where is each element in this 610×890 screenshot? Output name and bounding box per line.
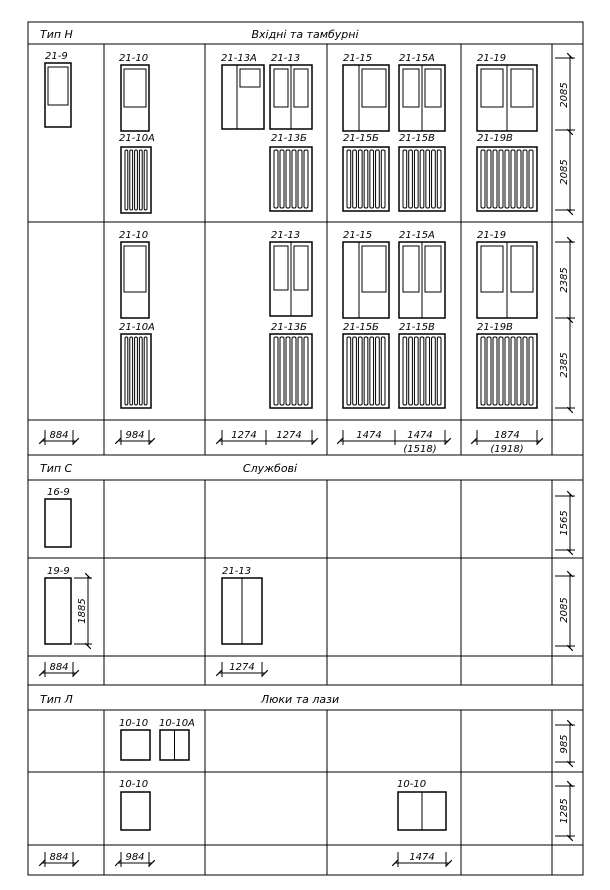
door-21-10a [121,334,151,408]
door-slat [403,337,407,405]
door-frame [477,334,537,408]
door-slat [125,150,128,210]
width-label: 884 [49,852,69,863]
section-title-n: Вхідні та тамбурні [251,28,359,41]
width-label: 1274 [229,662,255,673]
door-slat [414,150,418,208]
door-slat [364,150,368,208]
door-21-19v [477,147,537,211]
height-label: 2085 [559,159,570,185]
door-slat [420,150,424,208]
mark-label: 10-10 [397,779,427,790]
door-21-15b [343,334,389,408]
door-slat [347,337,351,405]
door-16-9 [45,499,71,547]
door-slat [280,337,284,405]
door-slat [370,337,374,405]
door-21-13-service [222,578,262,644]
mark-label: 10-10 [119,779,149,790]
door-slat [517,150,521,208]
width-label: 984 [125,852,145,863]
door-slat [493,337,497,405]
door-21-9 [45,63,71,127]
door-slat [426,150,430,208]
door-slat [130,337,133,405]
door-slat [432,150,436,208]
door-slat [376,150,380,208]
hatch-10-10a [160,730,189,760]
door-slat [358,150,362,208]
door-slat [529,150,533,208]
mark-label: 21-15Б [343,133,379,144]
width-label: 984 [125,430,145,441]
door-21-15b [343,147,389,211]
mark-label: 21-15Б [343,322,379,333]
mark-label: 10-10 [119,718,149,729]
height-label: 2085 [559,82,570,108]
door-slat [304,150,308,208]
door-slat [523,150,527,208]
hatch-10-10 [121,730,150,760]
door-slat [292,337,296,405]
door-21-19v [477,334,537,408]
door-21-15v [399,147,445,211]
door-slat [370,150,374,208]
door-slat [414,337,418,405]
width-label: 1874 [494,430,520,441]
door-21-15v [399,334,445,408]
door-21-13 [270,65,312,129]
door-slat [139,150,142,210]
mark-label: 16-9 [47,487,70,498]
type-label-n: Тип Н [40,28,73,41]
door-slat [286,337,290,405]
section-header-s [40,462,297,475]
door-slat [437,150,441,208]
width-dimensions [42,430,540,867]
door-frame [399,334,445,408]
door-slat [280,150,284,208]
door-slat [364,337,368,405]
mark-label: 21-19В [477,322,513,333]
mark-label: 21-10А [119,322,155,333]
door-slat [144,337,147,405]
width-label-alt: (1518) [403,444,437,455]
door-21-15a [399,65,445,131]
door-21-19 [477,65,537,131]
hatch-10-10 [121,792,150,830]
door-slat [376,337,380,405]
door-slat [358,337,362,405]
mark-label: 21-13 [271,230,301,241]
height-label: 1565 [559,510,570,536]
mark-label: 21-19 [477,53,507,64]
door-slat [130,150,133,210]
door-slat [353,337,357,405]
door-slat [409,337,413,405]
door-slat [135,337,138,405]
door-slat [274,337,278,405]
mark-label: 21-13А [221,53,257,64]
door-slat [409,150,413,208]
height-label: 2385 [559,267,570,293]
door-slat [286,150,290,208]
width-label: 1474 [409,852,435,863]
mark-label: 21-15 [343,230,373,241]
door-slat [529,337,533,405]
hatch-10-10-double [398,792,446,830]
mark-label: 21-15А [399,53,435,64]
mark-label: 21-15В [399,322,435,333]
door-slat [511,337,515,405]
door-slat [426,337,430,405]
mark-label: 21-15А [399,230,435,241]
door-slat [125,337,128,405]
door-21-15a [399,242,445,318]
door-slat [511,150,515,208]
mark-label: 21-13Б [271,133,307,144]
door-frame [270,334,312,408]
door-slat [274,150,278,208]
door-frame [477,147,537,211]
door-drawings [45,63,537,830]
door-slat [135,150,138,210]
door-slat [403,150,407,208]
door-slat [381,150,385,208]
section-title-l: Люки та лази [260,693,340,706]
door-21-10 [121,65,149,131]
door-slat [432,337,436,405]
door-slat [487,150,491,208]
door-slat [298,337,302,405]
width-label: 1474 [356,430,382,441]
door-frame [399,147,445,211]
height-label: 1285 [559,798,570,824]
mark-label: 21-13 [271,53,301,64]
door-slat [481,337,485,405]
mark-label: 21-9 [45,51,68,62]
door-slat [420,337,424,405]
height-label: 1885 [77,598,88,624]
mark-label: 19-9 [47,566,70,577]
door-21-13 [270,242,312,316]
door-slat [304,337,308,405]
mark-label: 21-10 [119,53,149,64]
door-slat [517,337,521,405]
width-label: 1274 [231,430,257,441]
section-title-s: Службові [242,462,298,475]
height-label: 2385 [559,352,570,378]
door-slat [499,337,503,405]
door-frame [343,334,389,408]
door-21-10a [121,147,151,213]
type-label-l: Тип Л [40,693,73,706]
door-frame [270,147,312,211]
door-frame [343,147,389,211]
door-slat [139,337,142,405]
type-label-s: Тип С [40,462,73,475]
door-21-10 [121,242,149,318]
mark-label: 21-15В [399,133,435,144]
width-label: 884 [49,662,69,673]
mark-label: 21-10 [119,230,149,241]
door-slat [298,150,302,208]
door-19-9 [45,578,71,644]
door-slat [437,337,441,405]
door-21-13a [222,65,264,129]
height-label: 985 [559,734,570,754]
door-slat [505,150,509,208]
width-label-alt: (1918) [490,444,524,455]
door-slat [292,150,296,208]
mark-label: 21-19В [477,133,513,144]
door-slat [487,337,491,405]
door-slat [481,150,485,208]
door-slat [347,150,351,208]
width-label: 1274 [276,430,302,441]
mark-label: 21-10А [119,133,155,144]
mark-label: 21-13Б [271,322,307,333]
door-slat [493,150,497,208]
section-header-l [40,693,339,706]
width-label: 884 [49,430,69,441]
door-21-19 [477,242,537,318]
mark-label: 21-15 [343,53,373,64]
section-header-n [40,28,359,41]
height-label: 2085 [559,597,570,623]
door-slat [523,337,527,405]
mark-label: 21-13 [222,566,252,577]
door-21-13b [270,147,312,211]
mark-label: 21-19 [477,230,507,241]
door-slat [353,150,357,208]
door-21-15 [343,242,389,318]
mark-label: 10-10А [159,718,195,729]
door-21-13b [270,334,312,408]
door-slat [381,337,385,405]
door-slat [505,337,509,405]
door-slat [499,150,503,208]
door-slat [144,150,147,210]
width-label: 1474 [407,430,433,441]
door-21-15 [343,65,389,131]
